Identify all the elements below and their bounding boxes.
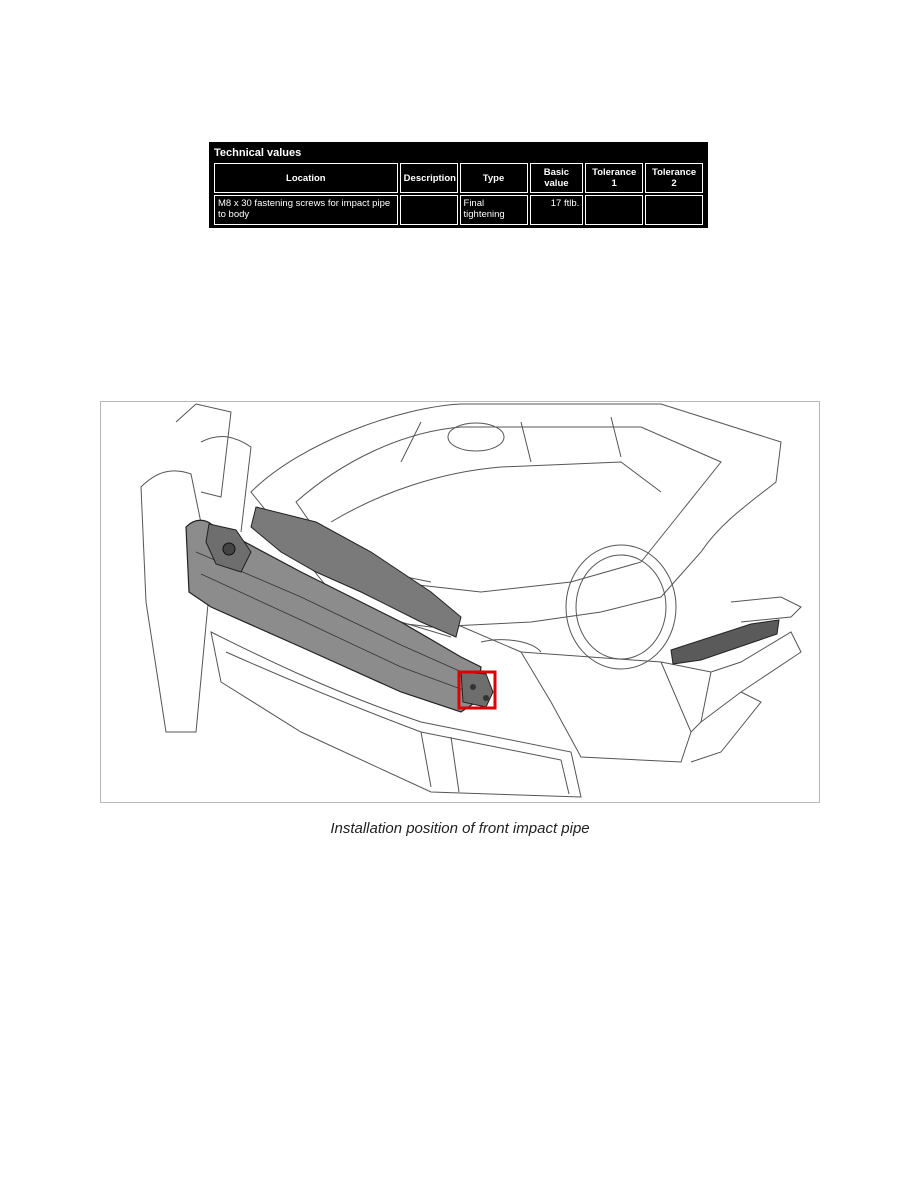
right-mounting-plate [461, 672, 493, 707]
header-type: Type [460, 163, 528, 193]
header-tolerance-2: Tolerance 2 [645, 163, 703, 193]
header-location: Location [214, 163, 398, 193]
cell-basic-value: 17 ftlb. [530, 195, 584, 225]
table-title: Technical values [214, 147, 302, 159]
figure-caption: Installation position of front impact pipe [330, 820, 590, 837]
right-side-bracket [671, 620, 779, 664]
header-row [214, 163, 703, 193]
diagram-drawing [101, 402, 819, 802]
cell-tolerance-2 [645, 195, 703, 225]
cell-location: M8 x 30 fastening screws for impact pipe to body [214, 195, 398, 225]
table-row [214, 195, 703, 225]
header-description: Description [400, 163, 458, 193]
fastening-screw [483, 695, 489, 701]
cell-type: Final tightening [460, 195, 528, 225]
cell-description [400, 195, 458, 225]
installation-diagram [100, 401, 820, 803]
values-table [212, 161, 705, 227]
header-basic-value: Basic value [530, 163, 584, 193]
technical-values-table [209, 142, 708, 228]
fastening-screw [470, 684, 476, 690]
header-tolerance-1: Tolerance 1 [585, 163, 643, 193]
cell-tolerance-1 [585, 195, 643, 225]
